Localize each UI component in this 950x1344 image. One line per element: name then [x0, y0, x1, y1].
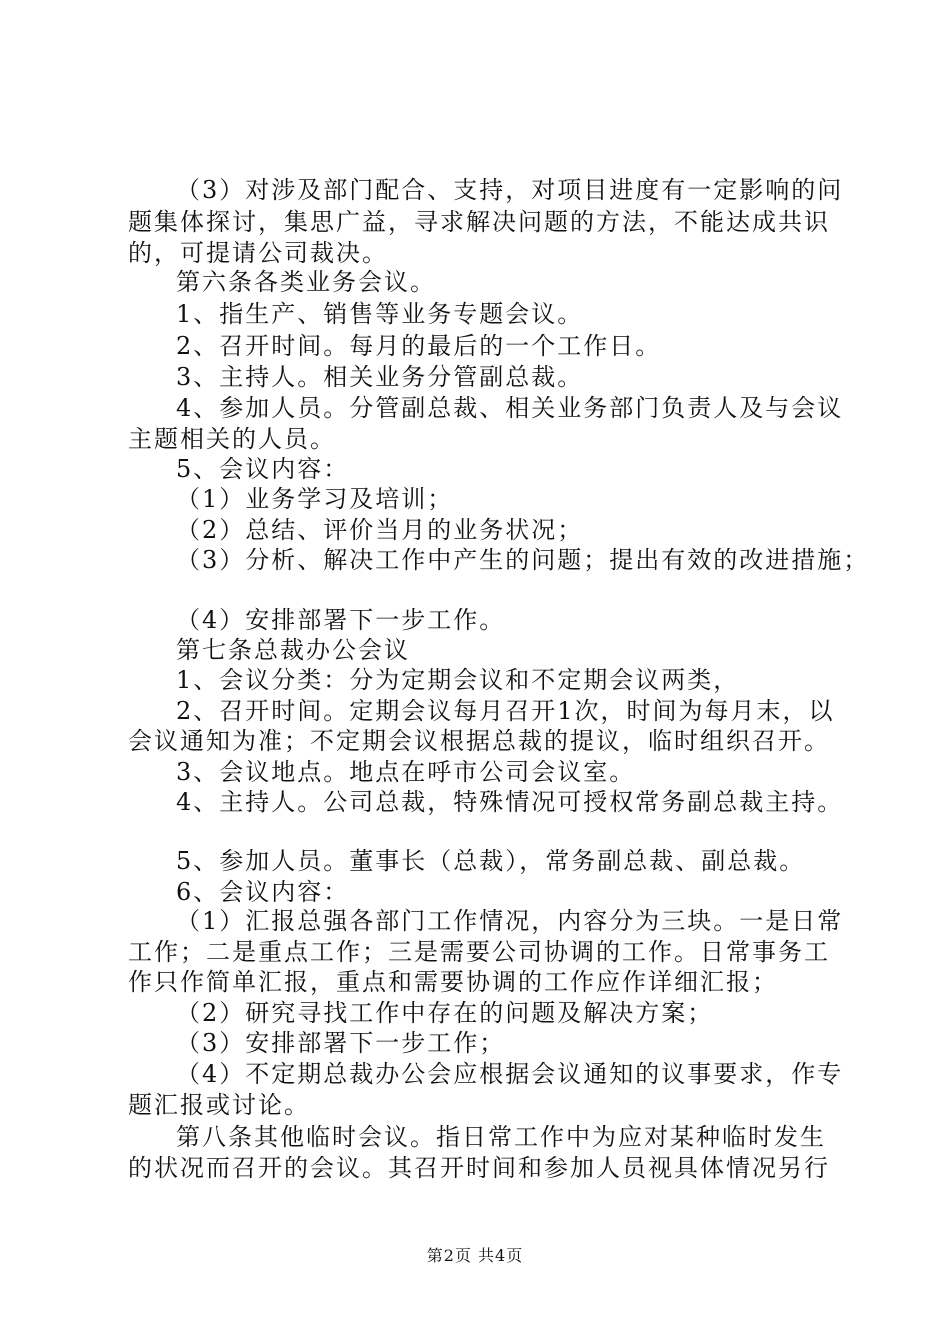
text-line: （3）对涉及部门配合、支持，对项目进度有一定影响的问: [176, 176, 844, 204]
section-heading: 第六条各类业务会议。: [176, 268, 436, 296]
section-heading: 第八条其他临时会议。指日常工作中为应对某种临时发生: [176, 1123, 826, 1151]
text-line: （4）安排部署下一步工作。: [176, 606, 506, 634]
page-number: 第2页 共4页: [426, 1246, 524, 1265]
text-line: 2、召开时间。定期会议每月召开1次，时间为每月末，以: [176, 697, 835, 725]
text-line: 3、主持人。相关业务分管副总裁。: [176, 363, 584, 391]
text-line: 4、参加人员。分管副总裁、相关业务部门负责人及与会议: [176, 394, 844, 422]
text-line: 题汇报或讨论。: [128, 1091, 310, 1119]
text-line: （2）总结、评价当月的业务状况；: [176, 516, 584, 544]
text-line: （4）不定期总裁办公会应根据会议通知的议事要求，作专: [176, 1060, 844, 1088]
text-line: 题集体探讨，集思广益，寻求解决问题的方法，不能达成共识: [128, 208, 830, 236]
text-line: 的，可提请公司裁决。: [128, 239, 388, 267]
text-line: 5、参加人员。董事长（总裁），常务副总裁、副总裁。: [176, 847, 806, 875]
text-line: 2、召开时间。每月的最后的一个工作日。: [176, 332, 662, 360]
text-line: 3、会议地点。地点在呼市公司会议室。: [176, 758, 636, 786]
text-line: 5、会议内容：: [176, 455, 350, 483]
text-line: 6、会议内容：: [176, 878, 350, 906]
text-line: 的状况而召开的会议。其召开时间和参加人员视具体情况另行: [128, 1154, 830, 1182]
text-line: （1）汇报总强各部门工作情况，内容分为三块。一是日常: [176, 907, 844, 935]
text-line: 主题相关的人员。: [128, 425, 336, 453]
text-line: 1、指生产、销售等业务专题会议。: [176, 300, 584, 328]
text-line: （1）业务学习及培训；: [176, 485, 454, 513]
text-line: 1、会议分类：分为定期会议和不定期会议两类，: [176, 666, 740, 694]
section-heading: 第七条总裁办公会议: [176, 636, 410, 664]
text-line: 作只作简单汇报，重点和需要协调的工作应作详细汇报；: [128, 968, 778, 996]
text-line: （3）分析、解决工作中产生的问题；提出有效的改进措施；: [176, 546, 870, 574]
text-line: 4、主持人。公司总裁，特殊情况可授权常务副总裁主持。: [176, 788, 844, 816]
text-line: （3）安排部署下一步工作；: [176, 1029, 506, 1057]
text-line: （2）研究寻找工作中存在的问题及解决方案；: [176, 999, 714, 1027]
text-line: 工作；二是重点工作；三是需要公司协调的工作。日常事务工: [128, 938, 830, 966]
text-line: 会议通知为准；不定期会议根据总裁的提议，临时组织召开。: [128, 727, 830, 755]
